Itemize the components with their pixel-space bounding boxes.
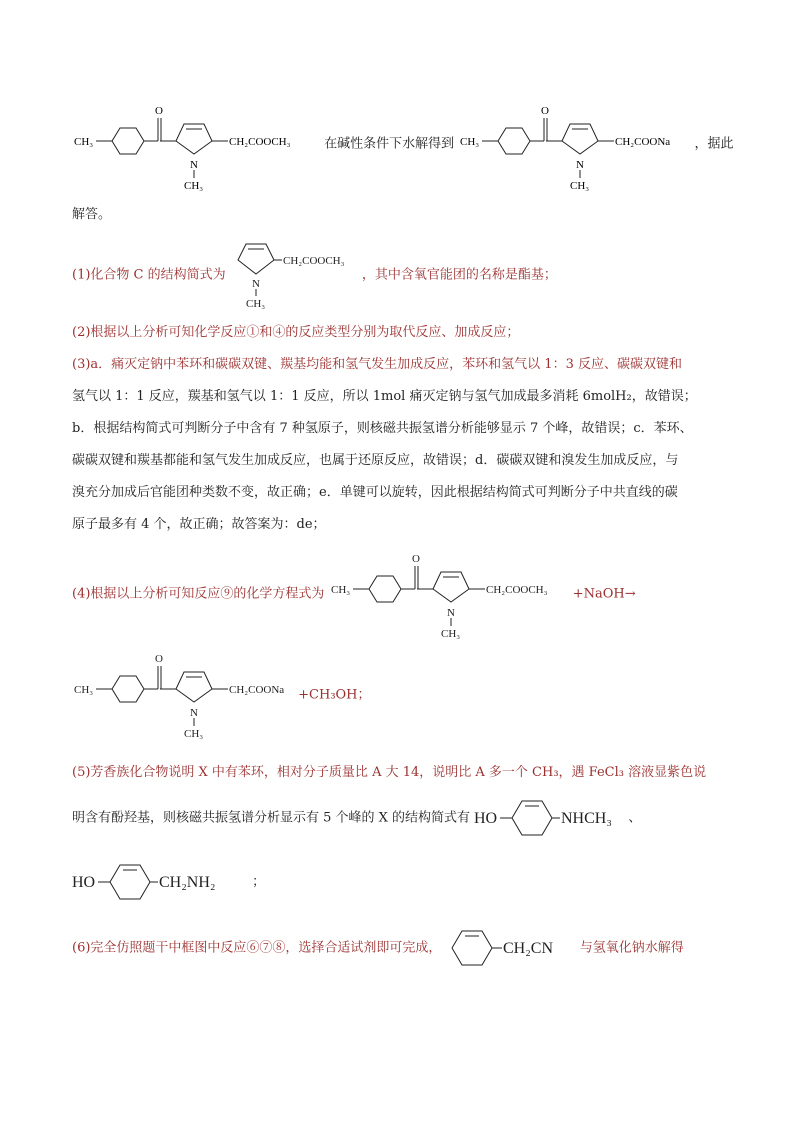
methyl-label: CH₃ xyxy=(74,136,94,148)
q4-product-line xyxy=(72,650,371,740)
reactant-structure xyxy=(72,96,320,192)
q5-end: ； xyxy=(252,874,266,890)
intro-line2: 解答。 xyxy=(72,207,112,222)
q3-line1: (3)a．痛灭定钠中苯环和碳碳双键、羰基均能和氢气发生加成反应，苯环和氢气以 1：3 反应、碳碳双键和 xyxy=(72,357,682,372)
q3-line4: 碳碳双键和羰基都能和氢气发生加成反应，也属于还原反应，故错误；d．碳碳双键和溴发生加成反应，与 xyxy=(72,453,679,468)
hydroxy-label: HO xyxy=(474,810,498,827)
q6-line xyxy=(72,926,684,970)
q4-line xyxy=(72,548,636,640)
q6-prefix: (6)完全仿照题干中框图中反应⑥⑦⑧，选择合适试剂即可完成， xyxy=(72,940,442,956)
x-structure-2 xyxy=(72,860,248,904)
side-chain-label: CH₂COOCH₃ xyxy=(229,136,291,148)
hydroxy-label: HO xyxy=(72,874,96,891)
q3-line3: b．根据结构简式可判断分子中含有 7 种氢原子，则核磁共振氢谱分析能够显示 7 个峰，故错误；c．苯环、 xyxy=(72,421,693,436)
methyl-label: CH₃ xyxy=(330,584,350,596)
side-chain-label: CH₂COONa xyxy=(229,684,285,696)
q5-sep: 、 xyxy=(628,810,642,826)
methyl-label: CH₃ xyxy=(74,684,94,696)
q4-product-structure xyxy=(72,650,294,740)
q4-byproduct: +CH₃OH； xyxy=(298,687,371,703)
carbonyl-o-label: O xyxy=(155,653,163,665)
q3-line6: 原子最多有 4 个，故正确；故答案为：de； xyxy=(72,517,326,532)
n-methyl-label: CH₃ xyxy=(245,298,265,310)
q2-text: (2)根据以上分析可知化学反应①和④的反应类型分别为取代反应、加成反应； xyxy=(72,325,520,340)
q4-prefix: (4)根据以上分析可知反应⑨的化学方程式为 xyxy=(72,586,325,602)
n-label: N xyxy=(251,278,260,290)
q5-line1: (5)芳香族化合物说明 X 中有苯环，相对分子质量比 A 大 14，说明比 A 多一个 CH₃，遇 FeCl₃ 溶液显紫色说 xyxy=(72,765,707,780)
compound-c-structure xyxy=(230,240,358,310)
q3-line2: 氢气以 1：1 反应，羰基和氢气以 1：1 反应，所以 1mol 痛灭定钠与氢气加成最多消耗 6molH₂，故错误； xyxy=(72,389,697,404)
ch2cn-label: CH₂CN xyxy=(502,940,553,957)
n-methyl-label: CH₃ xyxy=(570,180,590,192)
q6-suffix: 与氢氧化钠水解得 xyxy=(579,940,684,956)
methyl-label: CH₃ xyxy=(460,136,480,148)
nhch3-label: NHCH₃ xyxy=(561,810,613,827)
ch2nh2-label: CH₂NH₂ xyxy=(159,874,216,891)
side-chain-label: CH₂COOCH₃ xyxy=(485,584,548,596)
n-label: N xyxy=(190,159,198,171)
x-structure-1 xyxy=(474,796,624,840)
q5-line2-prefix: 明含有酚羟基，则核磁共振氢谱分析显示有 5 个峰的 X 的结构简式有 xyxy=(72,810,471,826)
q5-line3 xyxy=(72,860,265,904)
q3-line5: 溴充分加成后官能团种类数不变，故正确；e．单键可以旋转，因此根据结构简式可判断分子中共直线的碳 xyxy=(72,485,678,500)
q1-line xyxy=(72,240,557,310)
n-label: N xyxy=(190,707,198,719)
product-structure xyxy=(458,96,690,192)
q1-prefix: (1)化合物 C 的结构简式为 xyxy=(72,267,226,283)
q1-suffix: ，其中含氧官能团的名称是酯基； xyxy=(361,267,557,283)
between-text: 在碱性条件下水解得到 xyxy=(324,136,455,152)
q4-naoh: +NaOH→ xyxy=(572,586,636,602)
n-label: N xyxy=(576,159,585,171)
n-methyl-label: CH₃ xyxy=(440,628,460,640)
carbonyl-o-label: O xyxy=(411,553,420,565)
tail-text: ，据此 xyxy=(694,136,734,152)
intro-equation xyxy=(72,96,733,192)
benzyl-cyanide-structure xyxy=(446,926,576,970)
side-chain-label: CH₂COOCH₃ xyxy=(282,255,345,267)
q4-reactant-structure xyxy=(329,548,569,640)
carbonyl-o-label: O xyxy=(541,105,550,117)
carbonyl-o-label: O xyxy=(155,105,163,117)
q5-line2 xyxy=(72,796,641,840)
n-label: N xyxy=(446,607,455,619)
side-chain-label: CH₂COONa xyxy=(615,136,671,148)
n-methyl-label: CH₃ xyxy=(184,180,204,192)
n-methyl-label: CH₃ xyxy=(184,728,204,740)
